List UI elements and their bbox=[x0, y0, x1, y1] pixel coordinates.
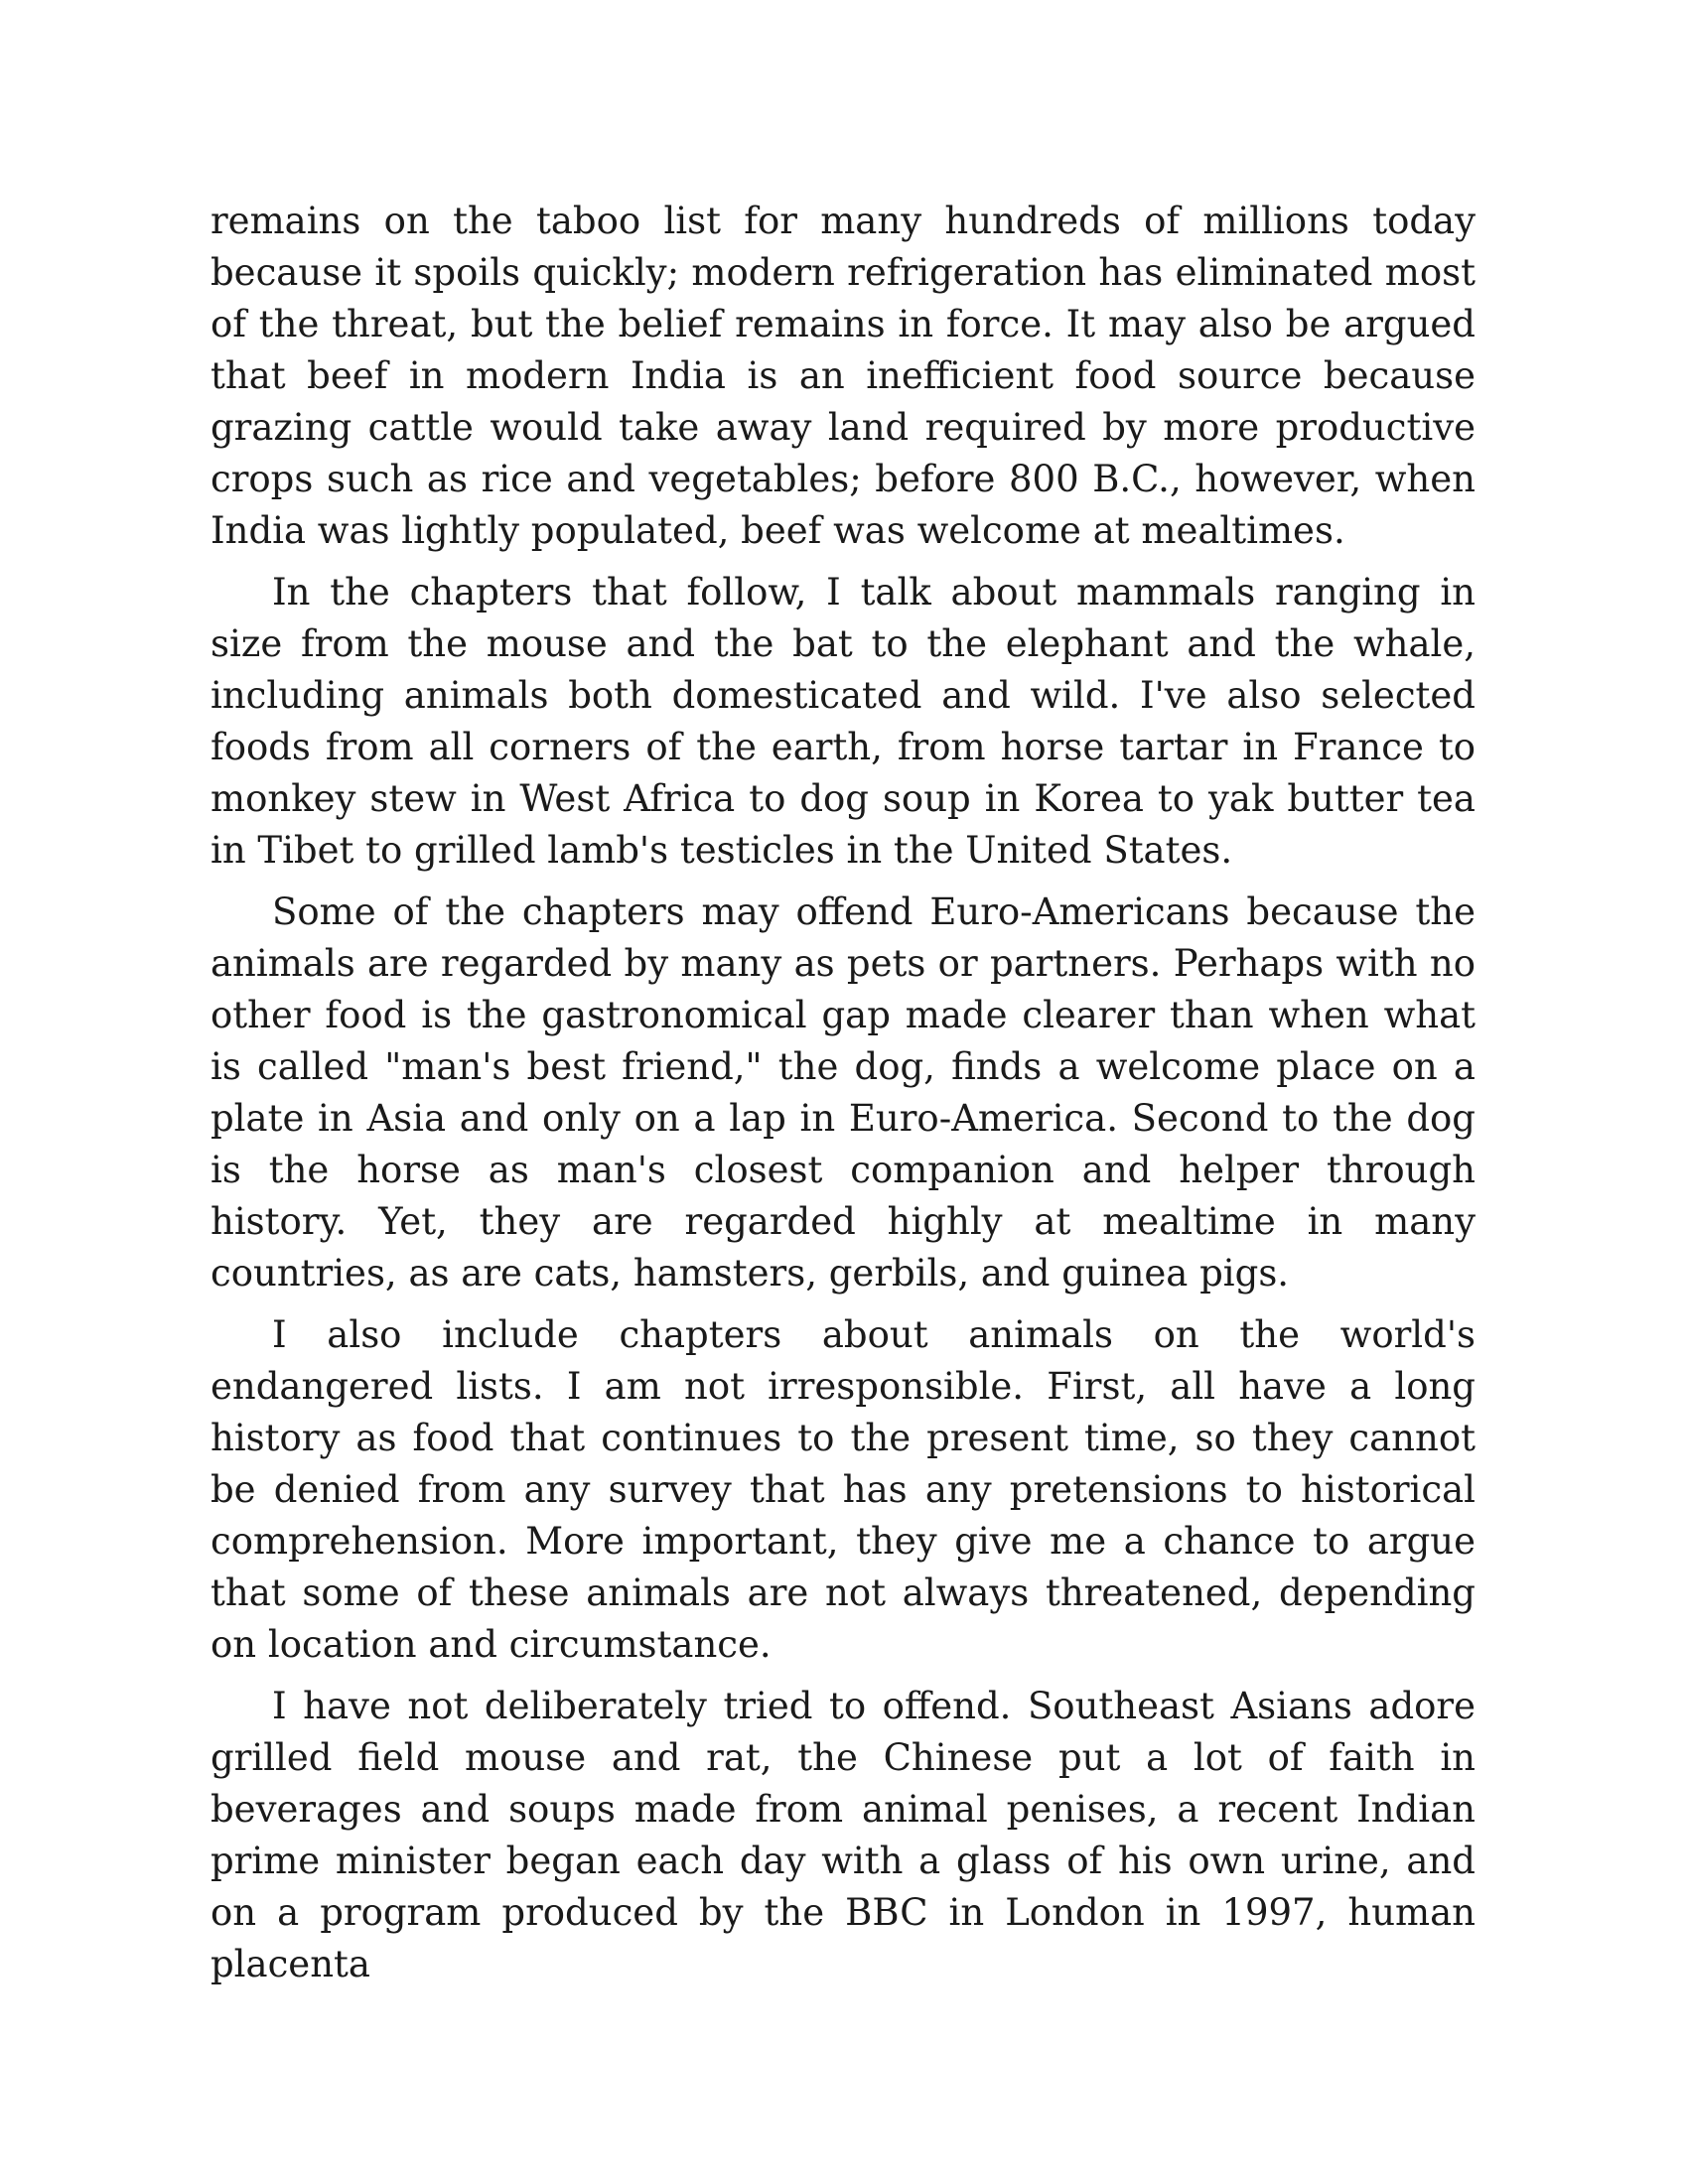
paragraph-3: Some of the chapters may offend Euro-Americans because the animals are regarded by many as pets or partners. Perhaps with no other food is the gastronomical gap made clearer than when what is called "man's best friend," the dog, finds a welcome place on a plate in Asia and only on a lap in Euro-America. Second to the dog is the horse as man's closest companion and helper through history. Yet, they are regarded highly at mealtime in many countries, as are cats, hamsters, gerbils, and guinea pigs. bbox=[211, 890, 1476, 1295]
page-body bbox=[211, 196, 1476, 2000]
paragraph-4: I also include chapters about animals on the world's endangered lists. I am not irresponsible. First, all have a long history as food that continues to the present time, so they cannot be denied from any survey that has any pretensions to historical comprehension. More important, they give me a chance to argue that some of these animals are not always threatened, depending on location and circumstance. bbox=[211, 1313, 1476, 1666]
paragraph-2: In the chapters that follow, I talk about mammals ranging in size from the mouse and the bat to the elephant and the whale, including animals both domesticated and wild. I've also selected foods from all corners of the earth, from horse tartar in France to monkey stew in West Africa to dog soup in Korea to yak butter tea in Tibet to grilled lamb's testicles in the United States. bbox=[211, 571, 1476, 872]
paragraph-5: I have not deliberately tried to offend. Southeast Asians adore grilled field mouse and rat, the Chinese put a lot of faith in beverages and soups made from animal penises, a recent Indian prime minister began each day with a glass of his own urine, and on a program produced by the BBC in London in 1997, human placenta bbox=[211, 1685, 1476, 1985]
paragraph-1: remains on the taboo list for many hundreds of millions today because it spoils quickly; modern refrigeration has eliminated most of the threat, but the belief remains in force. It may also be argued that beef in modern India is an inefficient food source because grazing cattle would take away land required by more productive crops such as rice and vegetables; before 800 B.C., however, when India was lightly populated, beef was welcome at mealtimes. bbox=[211, 200, 1476, 552]
